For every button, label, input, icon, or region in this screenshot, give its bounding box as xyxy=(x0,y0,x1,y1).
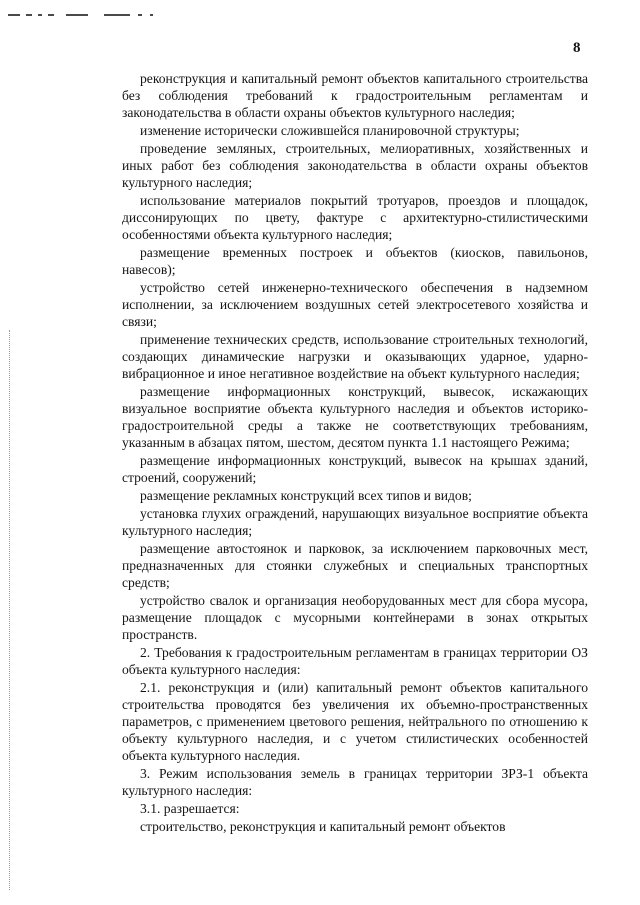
paragraph: применение технических средств, использование строительных технологий, создающих динамические нагрузки и оказывающих ударное, ударно-вибрационное и иное негативное воздействие на объект культурного наследия; xyxy=(122,332,588,381)
paragraph: изменение исторически сложившейся планировочной структуры; xyxy=(140,123,520,138)
page-number: 8 xyxy=(573,40,581,56)
paragraph: устройство сетей инженерно-технического обеспечения в надземном исполнении, за исключением воздушных сетей электросетевого хозяйства и связи; xyxy=(122,280,588,329)
paragraph: 2.1. реконструкция и (или) капитальный ремонт объектов капитального строительства проводятся без увеличения их объемно-пространственных параметров, с применением цветового решения, нейтрального по отношению к объекту культурного наследия, и с учетом стилистических особенностей объекта культурного наследия. xyxy=(122,680,588,763)
document-body xyxy=(122,70,588,836)
paragraph: устройство свалок и организация необорудованных мест для сбора мусора, размещение площадок с мусорными контейнерами в зонах открытых пространств. xyxy=(122,593,588,642)
paragraph: проведение земляных, строительных, мелиоративных, хозяйственных и иных работ без соблюдения законодательства в области охраны объектов культурного наследия; xyxy=(122,141,588,190)
scan-artifact xyxy=(8,14,158,18)
paragraph: реконструкция и капитальный ремонт объектов капитального строительства без соблюдения требований к градостроительным регламентам и законодательства в области охраны объектов культурного наследия; xyxy=(122,71,588,120)
paragraph: строительство, реконструкция и капитальный ремонт объектов xyxy=(140,819,506,834)
paragraph: размещение информационных конструкций, вывесок на крышах зданий, строений, сооружений; xyxy=(122,453,588,485)
section-heading: 2. Требования к градостроительным регламентам в границах территории ОЗ объекта культурного наследия: xyxy=(122,645,588,677)
paragraph: установка глухих ограждений, нарушающих визуальное восприятие объекта культурного наследия; xyxy=(122,506,588,538)
paragraph: размещение информационных конструкций, вывесок, искажающих визуальное восприятие объекта культурного наследия и объектов историко-градостроительной среды а также не соответствующих требованиям, указанным в абзацах пятом, шестом, десятом пункта 1.1 настоящего Режима; xyxy=(122,384,588,450)
paragraph: размещение рекламных конструкций всех типов и видов; xyxy=(140,488,472,503)
paragraph: размещение автостоянок и парковок, за исключением парковочных мест, предназначенных для стоянки служебных и специальных транспортных средств; xyxy=(122,541,588,590)
section-heading: 3. Режим использования земель в границах территории ЗРЗ-1 объекта культурного наследия: xyxy=(122,766,588,798)
paragraph: использование материалов покрытий тротуаров, проездов и площадок, диссонирующих по цвету, фактуре с архитектурно-стилистическими особенностями объекта культурного наследия; xyxy=(122,193,588,242)
page-edge-line xyxy=(9,330,11,890)
paragraph: 3.1. разрешается: xyxy=(140,801,240,816)
paragraph: размещение временных построек и объектов (киосков, павильонов, навесов); xyxy=(122,245,588,277)
